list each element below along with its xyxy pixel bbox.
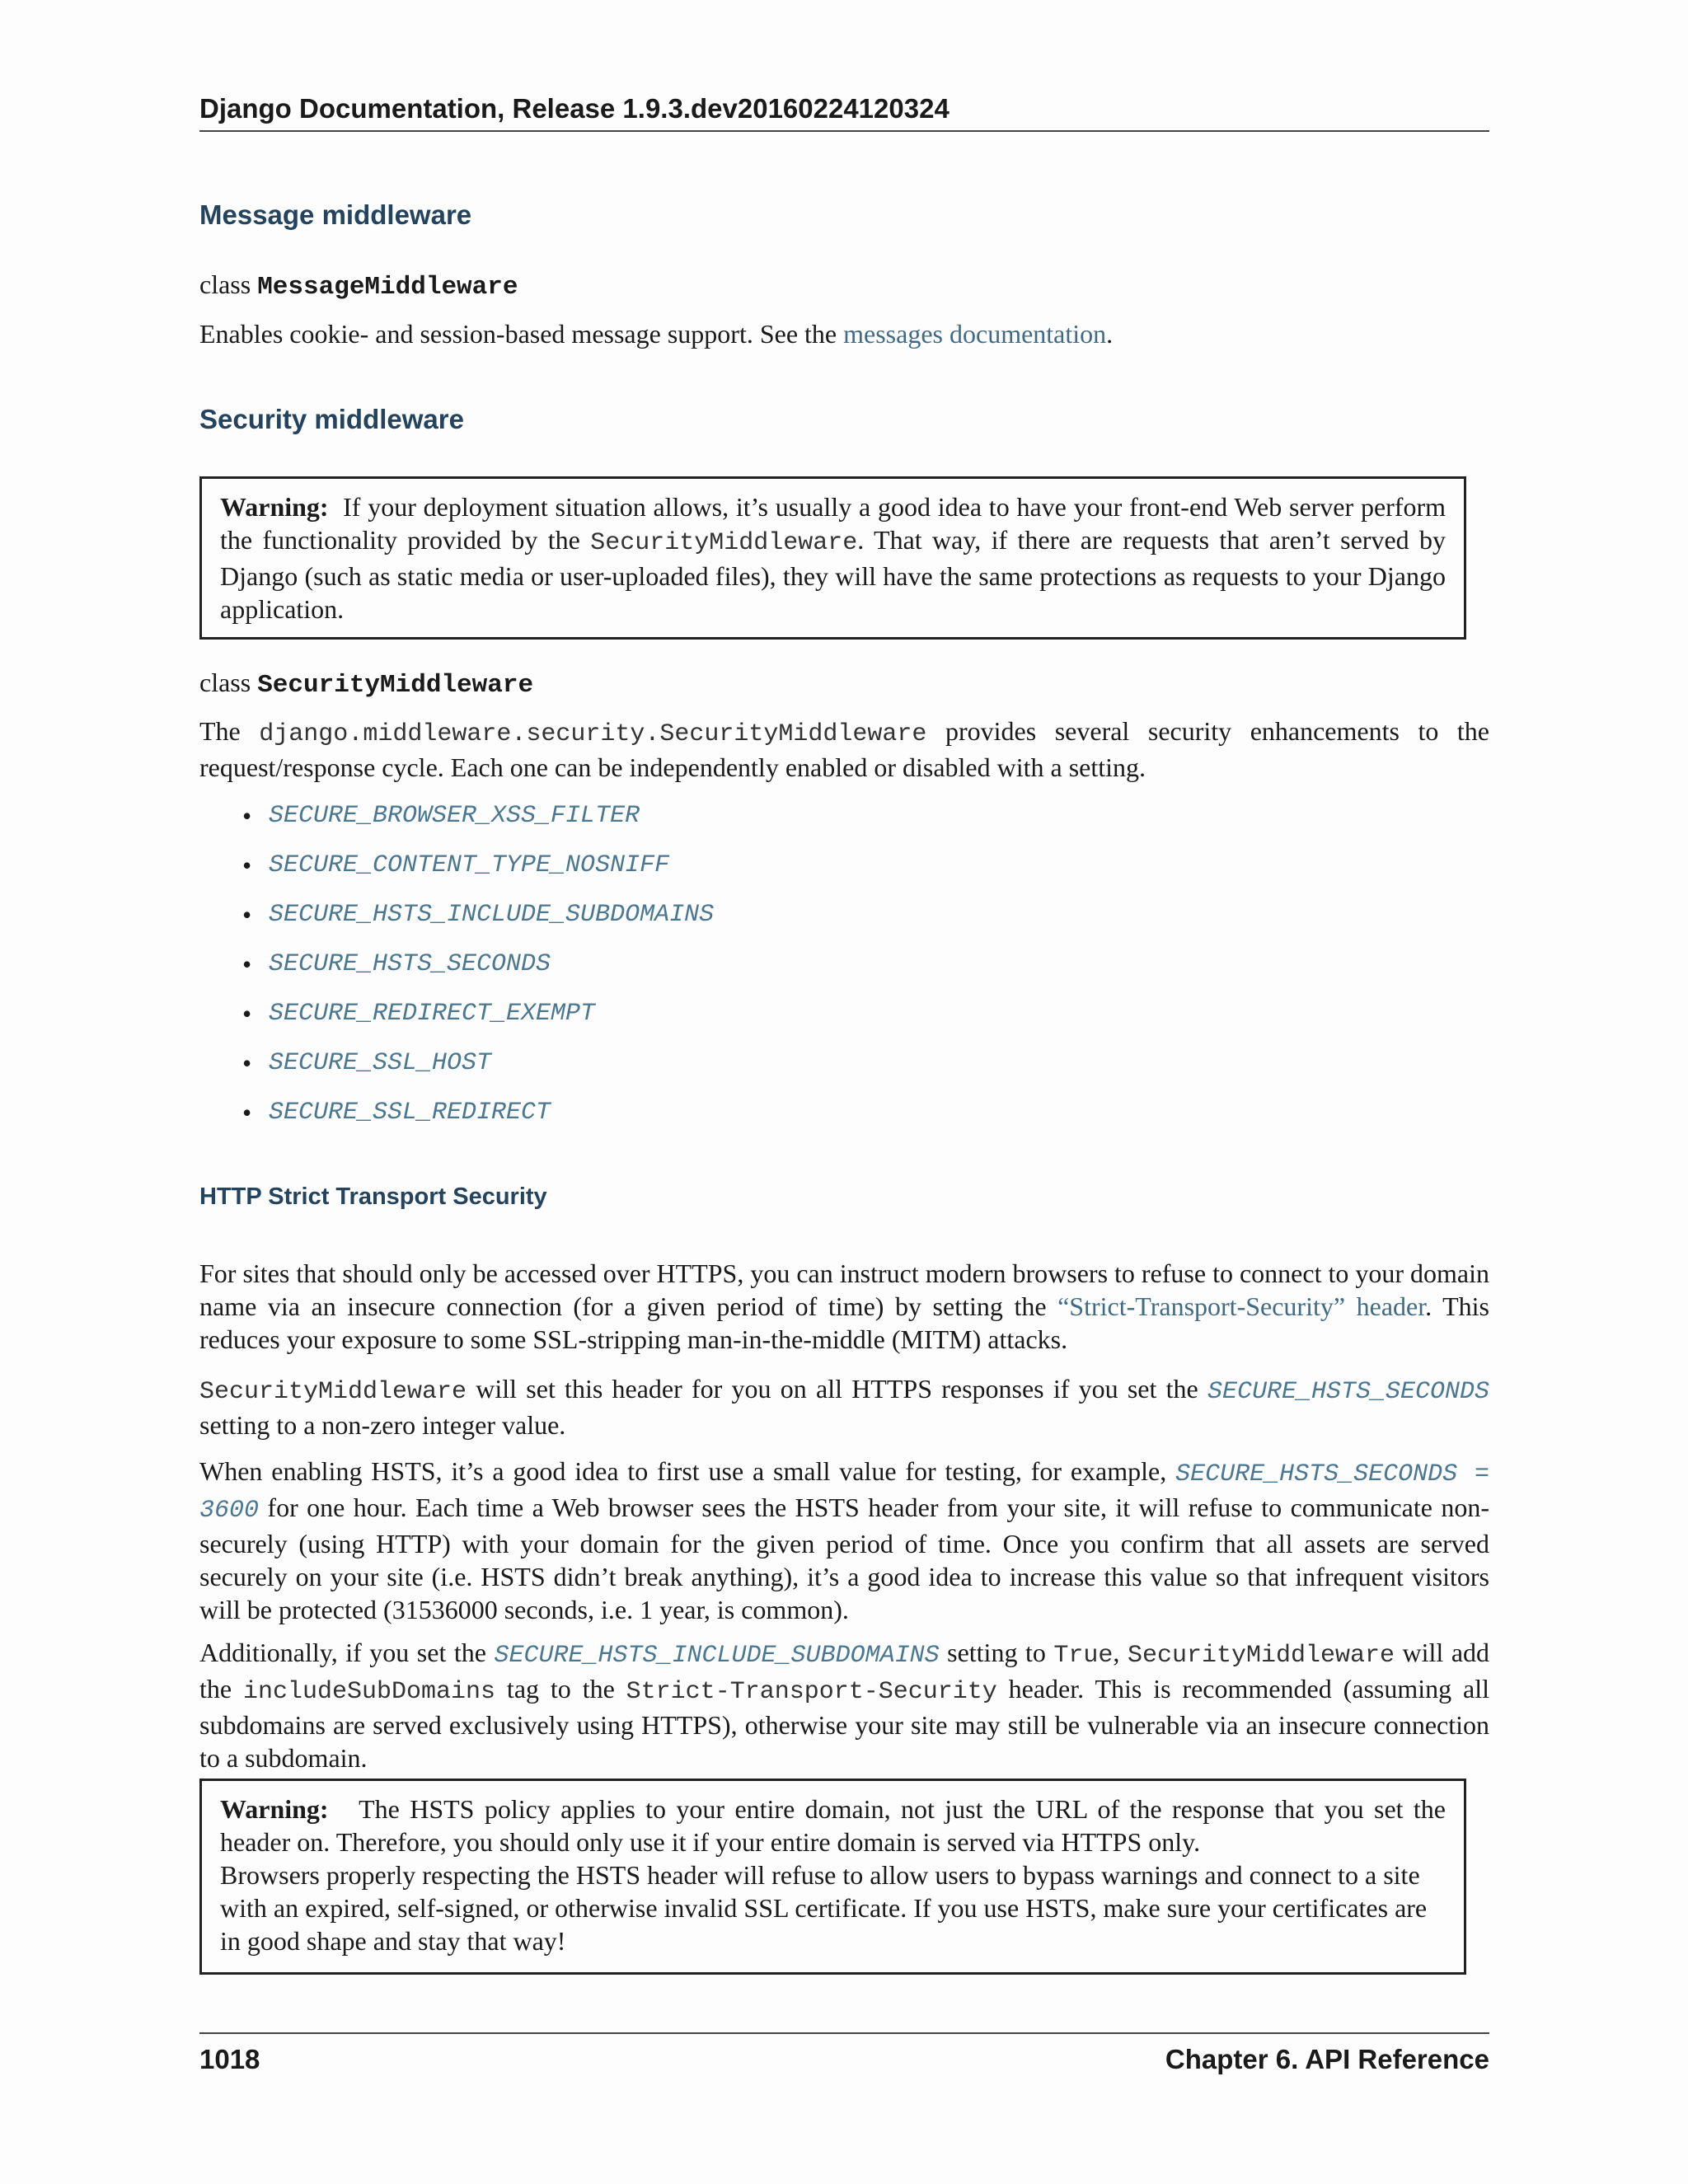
- hsts-paragraph-2: [199, 1372, 1489, 1441]
- list-item: [242, 1088, 714, 1137]
- header-title: Django Documentation, Release 1.9.3.dev20160224120324: [199, 93, 950, 124]
- setting-link[interactable]: SECURE_HSTS_INCLUDE_SUBDOMAINS: [269, 901, 715, 929]
- settings-list: [242, 791, 714, 1137]
- hsts-paragraph-4: [199, 1636, 1489, 1774]
- class-name: SecurityMiddleware: [257, 671, 534, 700]
- code-security-middleware: SecurityMiddleware: [199, 1378, 467, 1406]
- text: Additionally, if you set the: [199, 1638, 495, 1667]
- class-keyword: class: [199, 668, 251, 697]
- warning-label: Warning:: [220, 492, 329, 522]
- warning-body: [202, 1793, 1464, 1858]
- text: For sites that should only be accessed over HTTPS, you can instruct modern browsers to refuse to connect to your domain name via an insecure connection (for a given period of time) by setting the: [199, 1258, 1489, 1321]
- code-security-middleware: SecurityMiddleware: [590, 529, 858, 557]
- page-number: 1018: [199, 2044, 260, 2074]
- text: ,: [1113, 1638, 1128, 1667]
- setting-link[interactable]: SECURE_BROWSER_XSS_FILTER: [269, 802, 640, 830]
- text: Enables cookie- and session-based message support. See the: [199, 319, 844, 349]
- text: provides several security enhancements to the request/response cycle. Each one can be independently enabled or disabled with a setting.: [199, 716, 1490, 782]
- text: header. This is recommended (assuming all subdomains are served exclusively using HTTPS), otherwise your site may still be vulnerable via an insecure connection to a subdomain.: [199, 1674, 1490, 1773]
- text: will set this header for you on all HTTPS responses if you set the: [467, 1374, 1207, 1404]
- class-signature-message: [199, 268, 518, 304]
- chapter-title: Chapter 6. API Reference: [1165, 2044, 1489, 2074]
- message-description: [199, 317, 1489, 350]
- setting-link[interactable]: SECURE_REDIRECT_EXEMPT: [269, 1000, 596, 1028]
- text: The HSTS policy applies to your entire domain, not just the URL of the response that you set the header on. Therefore, you should only use it if your entire domain is served via HTTPS only.: [220, 1794, 1447, 1857]
- setting-link[interactable]: SECURE_CONTENT_TYPE_NOSNIFF: [269, 851, 670, 879]
- setting-link[interactable]: SECURE_SSL_REDIRECT: [269, 1099, 551, 1127]
- warning-body: [202, 490, 1464, 626]
- running-footer: [199, 2032, 1489, 2083]
- class-keyword: class: [199, 269, 251, 299]
- text: .: [1106, 319, 1114, 349]
- text: setting to: [939, 1638, 1054, 1667]
- sts-header-link[interactable]: “Strict-Transport-Security” header: [1057, 1291, 1426, 1321]
- text: If your deployment situation allows, it’s usually a good idea to have your front-end Web server perform the functionality provided by the: [220, 492, 1447, 555]
- heading-security-middleware: Security middleware: [199, 404, 464, 434]
- text: When enabling HSTS, it’s a good idea to first use a small value for testing, for example,: [199, 1456, 1176, 1486]
- text: will add the: [199, 1638, 1490, 1704]
- class-signature-security: [199, 666, 533, 702]
- text: for one hour. Each time a Web browser sees the HSTS header from your site, it will refuse to communicate non-securely (using HTTP) with your domain for the given period of time. Once you confirm that all assets are served securely on your site (i.e. HSTS didn’t break anything), it’s a good idea to increase this value so that infrequent visitors will be protected (31536000 seconds, i.e. 1 year, is common).: [199, 1493, 1489, 1624]
- text: tag to the: [495, 1674, 626, 1704]
- warning-label: Warning:: [220, 1794, 329, 1824]
- security-intro: [199, 715, 1489, 784]
- setting-link[interactable]: SECURE_HSTS_INCLUDE_SUBDOMAINS: [494, 1642, 940, 1670]
- text: . That way, if there are requests that aren’t served by Django (such as static media or user-uploaded files), they will have the same protections as requests to your Django application.: [220, 525, 1447, 624]
- heading-hsts: HTTP Strict Transport Security: [199, 1183, 547, 1210]
- setting-link[interactable]: SECURE_HSTS_SECONDS: [1207, 1378, 1489, 1406]
- list-item: [242, 890, 714, 940]
- class-name: MessageMiddleware: [257, 273, 518, 302]
- list-item: [242, 1038, 714, 1088]
- warning-box-deployment: [199, 476, 1466, 640]
- setting-link[interactable]: SECURE_SSL_HOST: [269, 1049, 492, 1077]
- hsts-paragraph-3: [199, 1455, 1489, 1626]
- running-header: [199, 92, 1489, 132]
- code-module-path: django.middleware.security.SecurityMiddleware: [259, 720, 927, 748]
- list-item: [242, 989, 714, 1038]
- messages-doc-link[interactable]: messages documentation: [843, 319, 1107, 349]
- code-sts-header: Strict-Transport-Security: [626, 1678, 997, 1706]
- setting-link[interactable]: SECURE_HSTS_SECONDS = 3600: [199, 1460, 1490, 1525]
- heading-message-middleware: Message middleware: [199, 199, 472, 230]
- code-include-subdomains: includeSubDomains: [242, 1678, 496, 1706]
- list-item: [242, 791, 714, 841]
- list-item: [242, 940, 714, 989]
- document-page: [199, 0, 1489, 2184]
- list-item: [242, 841, 714, 890]
- text: The: [199, 716, 260, 746]
- setting-link[interactable]: SECURE_HSTS_SECONDS: [269, 950, 551, 978]
- warning-box-hsts: [199, 1779, 1466, 1975]
- text: . This reduces your exposure to some SSL-stripping man-in-the-middle (MITM) attacks.: [199, 1291, 1489, 1354]
- code-true: True: [1053, 1642, 1114, 1670]
- code-security-middleware: SecurityMiddleware: [1127, 1642, 1395, 1670]
- warning-body-2: Browsers properly respecting the HSTS header will refuse to allow users to bypass warnings and connect to a site with an expired, self-signed, or otherwise invalid SSL certificate. If you use HSTS, make sure your certificates are in good shape and stay that way!: [220, 1860, 1428, 1956]
- text: setting to a non-zero integer value.: [199, 1410, 566, 1440]
- hsts-paragraph-1: [199, 1257, 1489, 1356]
